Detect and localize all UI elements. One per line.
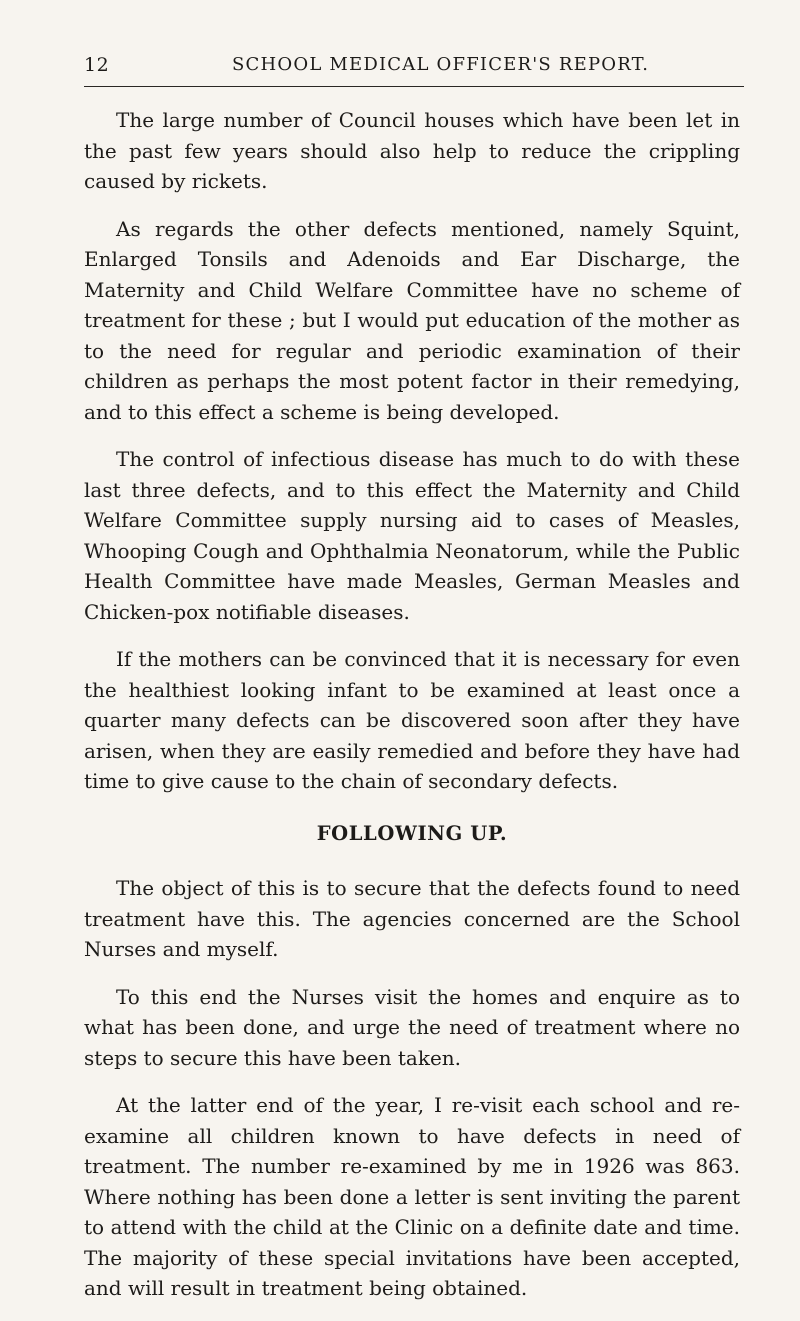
paragraph: As regards the other defects mentioned, namely Squint, Enlarged Tonsils and Adenoids and Ear Discharge, the Maternity and Child Welfare Committee have no scheme of treatment for these ; but I would put education of the mother as to the need for regular and periodic examination of their children as perhaps the most potent factor in their remedying, and to this effect a scheme is being developed. [84, 216, 740, 424]
header-rule [84, 86, 744, 87]
paragraph: The object of this is to secure that the defects found to need treatment have this. The agencies concerned are the School Nurses and myself. [84, 876, 740, 961]
section-heading: FOLLOWING UP. [316, 821, 508, 845]
paragraph: To this end the Nurses visit the homes and enquire as to what has been done, and urge the need of treatment where no steps to secure this have been taken. [84, 984, 740, 1070]
running-head: SCHOOL MEDICAL OFFICER'S REPORT. [232, 54, 650, 75]
body-text [84, 105, 740, 1321]
paragraph: The control of infectious disease has much to do with these last three defects, and to this effect the Maternity and Child Welfare Committee supply nursing aid to cases of Measles, Whooping Cough and Ophthalmia Neonatorum, while the Public Health Committee have made Measles, German Measles and Chicken-pox notifiable diseases. [84, 447, 740, 624]
paragraph: If the mothers can be convinced that it is necessary for even the healthiest looking infant to be examined at least once a quarter many defects can be discovered soon after they have arisen, when they are easily remedied and before they have had time to give cause to the chain of secondary defects. [84, 647, 740, 793]
page-number: 12 [84, 54, 110, 76]
paragraph: The large number of Council houses which have been let in the past few years should also help to reduce the crippling caused by rickets. [84, 108, 740, 193]
paragraph: At the latter end of the year, I re-visit each school and re-examine all children known to have defects in need of treatment. The number re-examined by me in 1926 was 863. Where nothing has been done a letter is sent inviting the parent to attend with the child at the Clinic on a definite date and time. The majority of these special invitations have been accepted, and will result in treatment being obtained. [84, 1093, 740, 1300]
page-header [84, 54, 744, 84]
